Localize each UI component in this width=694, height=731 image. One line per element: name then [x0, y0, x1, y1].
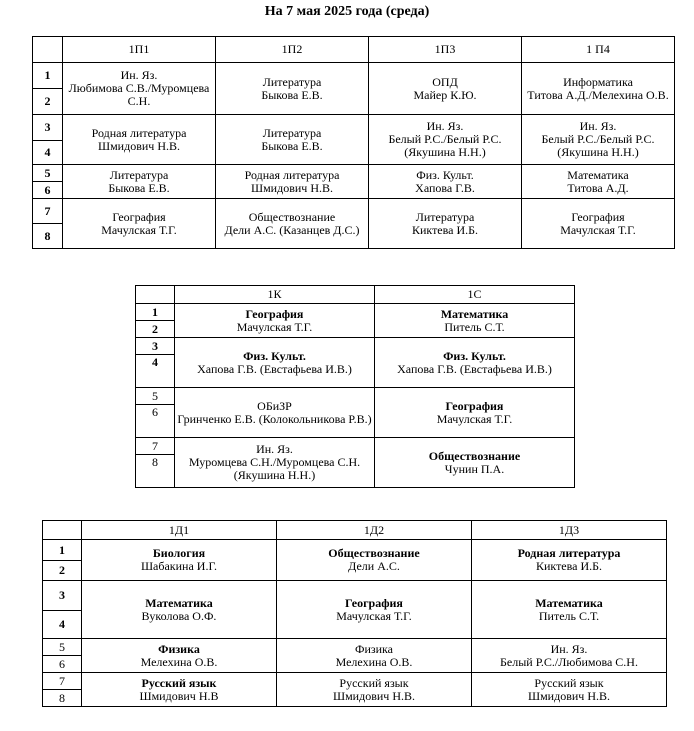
lesson-teacher: Белый Р.С./Белый Р.С. (Якушина Н.Н.)	[541, 132, 655, 159]
lesson-cell	[216, 199, 369, 249]
lesson-subject: Физика	[158, 641, 200, 656]
lesson-cell	[175, 438, 375, 488]
lesson-teacher: Шмидович Н.В	[139, 688, 219, 703]
lesson-subject: Биология	[152, 546, 206, 560]
lesson-teacher: Быкова Е.В.	[261, 87, 323, 102]
lesson-number: 7	[33, 199, 63, 224]
lesson-number: 6	[136, 405, 175, 438]
lesson-cell	[472, 540, 667, 581]
lesson-subject: Русский язык	[141, 675, 217, 690]
lesson-subject: Родная литература	[244, 167, 340, 182]
lesson-cell	[375, 438, 575, 488]
lesson-cell	[216, 115, 369, 165]
lesson-subject: Русский язык	[534, 675, 604, 690]
lesson-subject: Физика	[354, 641, 394, 656]
lesson-number: 1	[43, 540, 82, 561]
lesson-subject: Физ. Культ.	[243, 348, 306, 363]
table-row	[136, 304, 575, 321]
group-header: 1Д3	[472, 521, 667, 540]
lesson-number: 4	[33, 141, 63, 165]
lesson-subject: География	[245, 306, 304, 321]
lesson-number: 8	[136, 455, 175, 488]
lesson-cell	[375, 304, 575, 338]
lesson-teacher: Шмидович Н.В.	[97, 138, 181, 153]
lesson-cell	[216, 165, 369, 199]
header-row	[33, 37, 675, 63]
lesson-number: 8	[43, 690, 82, 707]
lesson-subject: Ин. Яз.	[550, 641, 588, 656]
lesson-subject: Информатика	[563, 74, 633, 89]
lesson-teacher: Мачулская Т.Г.	[101, 222, 177, 237]
header-row	[43, 521, 667, 540]
lesson-teacher: Шмидович Н.В.	[250, 180, 334, 195]
lesson-teacher: Питель С.Т.	[444, 319, 505, 334]
lesson-number: 1	[136, 304, 175, 321]
lesson-subject: Математика	[567, 167, 629, 182]
table-row	[43, 581, 667, 611]
lesson-cell	[175, 304, 375, 338]
table-row	[136, 438, 575, 455]
lesson-subject: Литература	[262, 125, 322, 140]
lesson-subject: ОПД	[432, 74, 458, 89]
lesson-cell	[175, 388, 375, 438]
table-row	[43, 673, 667, 690]
lesson-teacher: Муромцева С.Н./Муромцева С.Н. (Якушина Н.Н.)	[188, 455, 361, 482]
lesson-number: 6	[43, 656, 82, 673]
lesson-subject: Математика	[145, 595, 213, 610]
lesson-subject: Родная литература	[91, 125, 187, 140]
lesson-subject: География	[112, 209, 166, 224]
lesson-number: 8	[33, 224, 63, 249]
lesson-cell	[472, 581, 667, 639]
lesson-teacher: Питель С.Т.	[538, 608, 600, 623]
lesson-subject: Литература	[415, 209, 475, 224]
lesson-subject: Литература	[262, 74, 322, 89]
group-header: 1П1	[63, 37, 216, 63]
lesson-subject: География	[571, 209, 625, 224]
table-row	[33, 115, 675, 141]
lesson-cell	[82, 639, 277, 673]
lesson-teacher: Быкова Е.В.	[261, 138, 323, 153]
lesson-cell	[472, 639, 667, 673]
lesson-cell	[522, 63, 675, 115]
lesson-number: 3	[136, 338, 175, 355]
corner-cell	[136, 286, 175, 304]
lesson-subject: Ин. Яз.	[120, 68, 158, 82]
group-header: 1П3	[369, 37, 522, 63]
table-row	[136, 338, 575, 355]
table-row	[136, 388, 575, 405]
schedule-table-1k-1s	[135, 285, 575, 488]
corner-cell	[33, 37, 63, 63]
lesson-teacher: Мачулская Т.Г.	[236, 319, 313, 334]
lesson-cell	[277, 540, 472, 581]
lesson-number: 4	[43, 611, 82, 639]
lesson-subject: Математика	[535, 595, 603, 610]
group-header: 1К	[175, 286, 375, 304]
page-title: На 7 мая 2025 года (среда)	[264, 4, 430, 19]
lesson-cell	[522, 199, 675, 249]
lesson-number: 7	[136, 438, 175, 455]
table-row	[43, 639, 667, 656]
lesson-cell	[375, 388, 575, 438]
lesson-teacher: Мачулская Т.Г.	[336, 608, 412, 623]
lesson-teacher: Быкова Е.В.	[108, 180, 170, 195]
lesson-teacher: Титова А.Д.	[567, 180, 629, 195]
group-header: 1П2	[216, 37, 369, 63]
lesson-teacher: Киктева И.Б.	[411, 222, 479, 237]
lesson-cell	[82, 673, 277, 707]
lesson-teacher: Гринченко Е.В. (Колокольникова Р.В.)	[177, 411, 372, 426]
lesson-cell	[216, 63, 369, 115]
lesson-teacher: Мачулская Т.Г.	[560, 222, 636, 237]
lesson-subject: Ин. Яз.	[426, 119, 464, 133]
lesson-number: 2	[33, 89, 63, 115]
lesson-subject: Литература	[109, 167, 169, 182]
lesson-cell	[82, 540, 277, 581]
group-header: 1 П4	[522, 37, 675, 63]
lesson-cell	[369, 63, 522, 115]
lesson-teacher: Вуколова О.Ф.	[141, 608, 217, 623]
lesson-cell	[277, 673, 472, 707]
lesson-cell	[375, 338, 575, 388]
lesson-teacher: Мелехина О.В.	[335, 654, 413, 669]
lesson-subject: Обществознание	[248, 209, 336, 224]
lesson-teacher: Любимова С.В./Муромцева С.Н.	[68, 81, 210, 108]
lesson-cell	[472, 673, 667, 707]
lesson-number: 3	[33, 115, 63, 141]
schedule-table-1d	[42, 520, 667, 707]
lesson-number: 5	[33, 165, 63, 182]
lesson-number: 7	[43, 673, 82, 690]
lesson-subject: Физ. Культ.	[416, 167, 474, 182]
lesson-subject: Родная литература	[517, 546, 621, 560]
lesson-subject: Ин. Яз.	[579, 119, 617, 133]
table-row	[33, 63, 675, 89]
lesson-teacher: Чунин П.А.	[444, 461, 505, 476]
lesson-subject: Обществознание	[428, 448, 521, 463]
lesson-teacher: Шмидович Н.В.	[332, 688, 416, 703]
header-row	[136, 286, 575, 304]
lesson-teacher: Хапова Г.В.	[415, 180, 475, 195]
lesson-cell	[369, 115, 522, 165]
lesson-teacher: Хапова Г.В. (Евстафьева И.В.)	[397, 361, 552, 376]
lesson-subject: Физ. Культ.	[443, 348, 506, 363]
table-row	[33, 165, 675, 182]
group-header: 1Д1	[82, 521, 277, 540]
lesson-number: 2	[136, 321, 175, 338]
lesson-number: 5	[43, 639, 82, 656]
group-header: 1С	[375, 286, 575, 304]
lesson-subject: Русский язык	[339, 675, 409, 690]
lesson-subject: География	[445, 398, 504, 413]
lesson-number: 4	[136, 355, 175, 388]
group-header: 1Д2	[277, 521, 472, 540]
lesson-cell	[277, 639, 472, 673]
lesson-cell	[63, 199, 216, 249]
lesson-subject: ОБиЗР	[257, 398, 292, 413]
lesson-teacher: Шабакина И.Г.	[140, 559, 218, 573]
lesson-cell	[63, 165, 216, 199]
lesson-teacher: Дели А.С.	[348, 559, 400, 573]
lesson-subject: Математика	[440, 306, 509, 321]
lesson-number: 6	[33, 182, 63, 199]
lesson-cell	[369, 199, 522, 249]
table-row	[43, 540, 667, 561]
lesson-teacher: Титова А.Д./Мелехина О.В.	[527, 87, 669, 102]
lesson-subject: Обществознание	[328, 546, 420, 560]
lesson-cell	[82, 581, 277, 639]
lesson-teacher: Дели А.С. (Казанцев Д.С.)	[224, 222, 360, 237]
lesson-cell	[175, 338, 375, 388]
lesson-subject: Ин. Яз.	[256, 442, 293, 456]
lesson-teacher: Майер К.Ю.	[413, 87, 477, 102]
lesson-number: 2	[43, 561, 82, 581]
lesson-number: 5	[136, 388, 175, 405]
lesson-teacher: Белый Р.С./Белый Р.С. (Якушина Н.Н.)	[388, 132, 502, 159]
lesson-teacher: Белый Р.С./Любимова С.Н.	[500, 654, 638, 669]
lesson-teacher: Хапова Г.В. (Евстафьева И.В.)	[197, 361, 352, 376]
lesson-cell	[369, 165, 522, 199]
lesson-teacher: Шмидович Н.В.	[527, 688, 611, 703]
lesson-teacher: Киктева И.Б.	[535, 559, 603, 573]
lesson-cell	[522, 165, 675, 199]
lesson-cell	[277, 581, 472, 639]
lesson-number: 3	[43, 581, 82, 611]
lesson-subject: География	[345, 595, 403, 610]
lesson-teacher: Мелехина О.В.	[140, 654, 218, 669]
lesson-teacher: Мачулская Т.Г.	[436, 411, 513, 426]
lesson-cell	[63, 63, 216, 115]
table-row	[33, 199, 675, 224]
corner-cell	[43, 521, 82, 540]
schedule-table-1p	[32, 36, 675, 249]
lesson-cell	[522, 115, 675, 165]
lesson-number: 1	[33, 63, 63, 89]
lesson-cell	[63, 115, 216, 165]
